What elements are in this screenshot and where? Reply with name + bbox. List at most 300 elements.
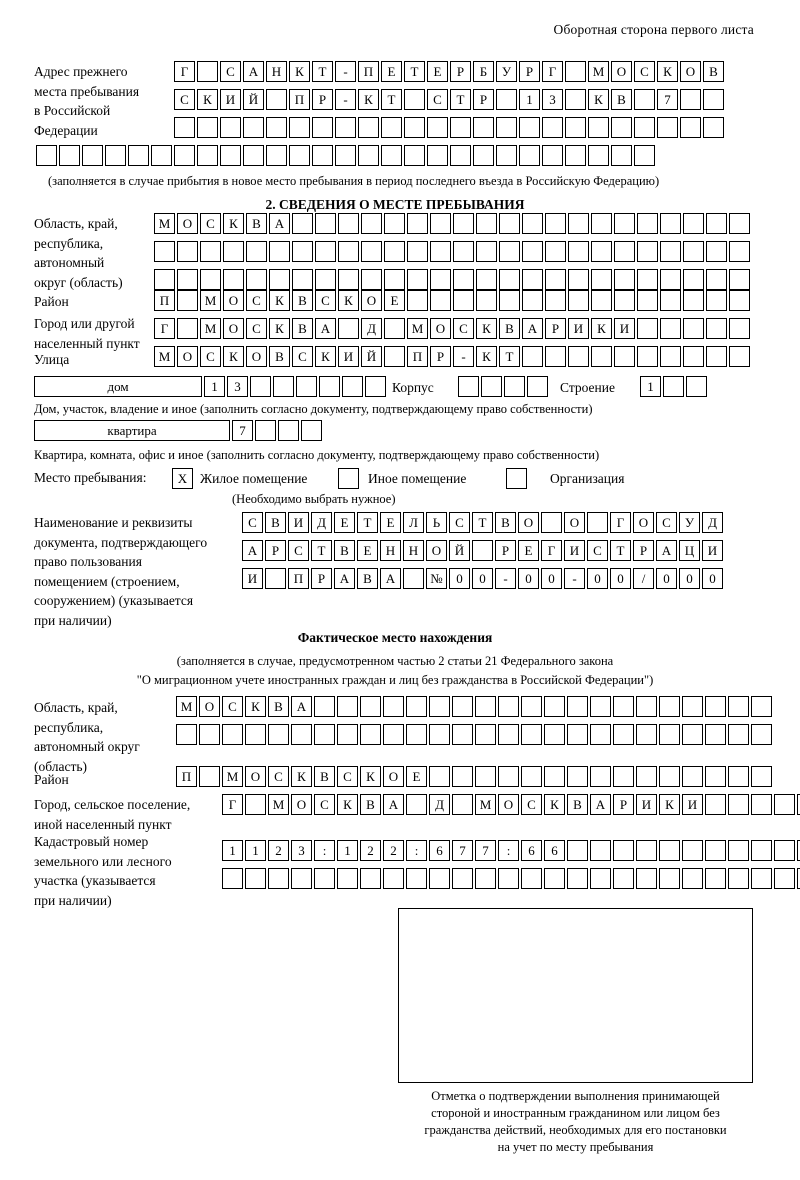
district-cell-3[interactable]: М [200, 290, 221, 311]
actual-region-r1-cell-16[interactable] [521, 696, 542, 717]
prev-address-row-4[interactable] [36, 145, 657, 166]
document-r3-cell-8[interactable] [403, 568, 424, 589]
document-row-2[interactable] [242, 540, 725, 561]
actual-region-r1-cell-19[interactable] [590, 696, 611, 717]
actual-district-cell-14[interactable] [475, 766, 496, 787]
district-cell-16[interactable] [499, 290, 520, 311]
document-r2-cell-5[interactable]: В [334, 540, 355, 561]
document-r1-cell-18[interactable]: О [633, 512, 654, 533]
prev-address-r4-cell-10[interactable] [243, 145, 264, 166]
document-r3-cell-4[interactable]: Р [311, 568, 332, 589]
prev-address-r3-cell-14[interactable] [473, 117, 494, 138]
actual-region-r2-cell-17[interactable] [544, 724, 565, 745]
region-r3-cell-24[interactable] [683, 269, 704, 290]
prev-address-r3-cell-4[interactable] [243, 117, 264, 138]
district-cell-23[interactable] [660, 290, 681, 311]
document-row-3[interactable] [242, 568, 725, 589]
city-cell-13[interactable]: О [430, 318, 451, 339]
region-r2-cell-26[interactable] [729, 241, 750, 262]
prev-address-r2-cell-15[interactable] [496, 89, 517, 110]
actual-region-r1-cell-11[interactable] [406, 696, 427, 717]
region-r2-cell-25[interactable] [706, 241, 727, 262]
flat-row[interactable] [34, 420, 324, 441]
prev-address-row-1[interactable] [174, 61, 726, 82]
cadastral-r2-cell-4[interactable] [291, 868, 312, 889]
actual-district-cell-19[interactable] [590, 766, 611, 787]
flat-cell-2[interactable] [255, 420, 276, 441]
cadastral-r2-cell-17[interactable] [590, 868, 611, 889]
actual-region-r1-cell-22[interactable] [659, 696, 680, 717]
district-cell-20[interactable] [591, 290, 612, 311]
region-r1-cell-2[interactable]: О [177, 213, 198, 234]
region-r2-cell-3[interactable] [200, 241, 221, 262]
document-r2-cell-19[interactable]: А [656, 540, 677, 561]
cadastral-r2-cell-22[interactable] [705, 868, 726, 889]
prev-address-r4-cell-25[interactable] [588, 145, 609, 166]
street-cell-3[interactable]: С [200, 346, 221, 367]
prev-address-r1-cell-19[interactable]: М [588, 61, 609, 82]
district-cell-24[interactable] [683, 290, 704, 311]
document-r3-cell-5[interactable]: А [334, 568, 355, 589]
city-cell-2[interactable] [177, 318, 198, 339]
region-r2-cell-15[interactable] [476, 241, 497, 262]
prev-address-r4-cell-15[interactable] [358, 145, 379, 166]
region-r3-cell-7[interactable] [292, 269, 313, 290]
prev-address-r2-cell-20[interactable]: В [611, 89, 632, 110]
document-r3-cell-7[interactable]: А [380, 568, 401, 589]
prev-address-r1-cell-18[interactable] [565, 61, 586, 82]
document-r1-cell-7[interactable]: Е [380, 512, 401, 533]
stay-place-other-checkbox[interactable] [338, 468, 359, 489]
prev-address-r3-cell-15[interactable] [496, 117, 517, 138]
document-r1-cell-19[interactable]: С [656, 512, 677, 533]
prev-address-r4-cell-11[interactable] [266, 145, 287, 166]
prev-address-r1-cell-10[interactable]: Е [381, 61, 402, 82]
region-r2-cell-6[interactable] [269, 241, 290, 262]
actual-region-row-1[interactable] [176, 696, 774, 717]
actual-city-cell-10[interactable]: Д [429, 794, 450, 815]
region-r3-cell-20[interactable] [591, 269, 612, 290]
document-r1-cell-4[interactable]: Д [311, 512, 332, 533]
document-r2-cell-7[interactable]: Н [380, 540, 401, 561]
district-cell-22[interactable] [637, 290, 658, 311]
actual-district-cell-22[interactable] [659, 766, 680, 787]
actual-city-cell-6[interactable]: К [337, 794, 358, 815]
document-r1-cell-15[interactable]: О [564, 512, 585, 533]
street-cell-23[interactable] [660, 346, 681, 367]
cadastral-r1-cell-11[interactable]: 7 [452, 840, 473, 861]
actual-city-cell-24[interactable] [751, 794, 772, 815]
document-r1-cell-12[interactable]: В [495, 512, 516, 533]
document-r1-cell-5[interactable]: Е [334, 512, 355, 533]
prev-address-r3-cell-18[interactable] [565, 117, 586, 138]
cadastral-r2-cell-23[interactable] [728, 868, 749, 889]
prev-address-r4-cell-23[interactable] [542, 145, 563, 166]
actual-region-r2-cell-4[interactable] [245, 724, 266, 745]
actual-city-cell-4[interactable]: О [291, 794, 312, 815]
street-cell-17[interactable] [522, 346, 543, 367]
street-cell-5[interactable]: О [246, 346, 267, 367]
cadastral-r1-cell-6[interactable]: 1 [337, 840, 358, 861]
actual-region-r2-cell-10[interactable] [383, 724, 404, 745]
document-r1-cell-21[interactable]: Д [702, 512, 723, 533]
actual-district-cell-17[interactable] [544, 766, 565, 787]
stroenie-cell-3[interactable] [686, 376, 707, 397]
prev-address-r1-cell-16[interactable]: Р [519, 61, 540, 82]
region-r2-cell-14[interactable] [453, 241, 474, 262]
city-cell-5[interactable]: С [246, 318, 267, 339]
region-r2-cell-22[interactable] [637, 241, 658, 262]
cadastral-r2-cell-6[interactable] [337, 868, 358, 889]
region-r3-cell-26[interactable] [729, 269, 750, 290]
document-r3-cell-2[interactable] [265, 568, 286, 589]
city-cell-7[interactable]: В [292, 318, 313, 339]
street-cell-24[interactable] [683, 346, 704, 367]
prev-address-r4-cell-2[interactable] [59, 145, 80, 166]
document-r2-cell-15[interactable]: И [564, 540, 585, 561]
prev-address-r2-cell-18[interactable] [565, 89, 586, 110]
prev-address-r4-cell-3[interactable] [82, 145, 103, 166]
prev-address-r1-cell-9[interactable]: П [358, 61, 379, 82]
region-r1-cell-12[interactable] [407, 213, 428, 234]
stamp-area[interactable] [398, 908, 753, 1083]
cadastral-r1-cell-12[interactable]: 7 [475, 840, 496, 861]
street-cell-13[interactable]: Р [430, 346, 451, 367]
prev-address-r3-cell-9[interactable] [358, 117, 379, 138]
actual-region-r2-cell-26[interactable] [751, 724, 772, 745]
prev-address-r3-cell-5[interactable] [266, 117, 287, 138]
actual-district-cell-3[interactable]: М [222, 766, 243, 787]
prev-address-r4-cell-8[interactable] [197, 145, 218, 166]
actual-city-cell-22[interactable] [705, 794, 726, 815]
actual-region-r1-cell-24[interactable] [705, 696, 726, 717]
region-r2-cell-18[interactable] [545, 241, 566, 262]
district-cell-4[interactable]: О [223, 290, 244, 311]
city-cell-15[interactable]: К [476, 318, 497, 339]
prev-address-r1-cell-11[interactable]: Т [404, 61, 425, 82]
house-cell-5[interactable] [296, 376, 317, 397]
cadastral-r2-cell-24[interactable] [751, 868, 772, 889]
document-r2-cell-9[interactable]: О [426, 540, 447, 561]
actual-region-r2-cell-23[interactable] [682, 724, 703, 745]
actual-city-cell-19[interactable]: И [636, 794, 657, 815]
prev-address-r2-cell-19[interactable]: К [588, 89, 609, 110]
document-r3-cell-17[interactable]: 0 [610, 568, 631, 589]
cadastral-r2-cell-3[interactable] [268, 868, 289, 889]
actual-city-cell-8[interactable]: А [383, 794, 404, 815]
document-r3-cell-13[interactable]: 0 [518, 568, 539, 589]
prev-address-r2-cell-10[interactable]: Т [381, 89, 402, 110]
document-r3-cell-15[interactable]: - [564, 568, 585, 589]
actual-city-cell-12[interactable]: М [475, 794, 496, 815]
actual-region-r2-cell-8[interactable] [337, 724, 358, 745]
document-row-1[interactable] [242, 512, 725, 533]
document-r1-cell-11[interactable]: Т [472, 512, 493, 533]
region-r3-cell-4[interactable] [223, 269, 244, 290]
actual-region-r1-cell-14[interactable] [475, 696, 496, 717]
document-r1-cell-3[interactable]: И [288, 512, 309, 533]
city-cell-4[interactable]: О [223, 318, 244, 339]
cadastral-r2-cell-19[interactable] [636, 868, 657, 889]
prev-address-row-3[interactable] [174, 117, 726, 138]
street-cell-21[interactable] [614, 346, 635, 367]
city-cell-21[interactable]: И [614, 318, 635, 339]
cadastral-r1-cell-7[interactable]: 2 [360, 840, 381, 861]
cadastral-r2-cell-15[interactable] [544, 868, 565, 889]
actual-region-r1-cell-4[interactable]: К [245, 696, 266, 717]
prev-address-r1-cell-7[interactable]: Т [312, 61, 333, 82]
prev-address-r1-cell-4[interactable]: А [243, 61, 264, 82]
city-cell-22[interactable] [637, 318, 658, 339]
cadastral-r1-cell-17[interactable] [590, 840, 611, 861]
actual-district-cell-23[interactable] [682, 766, 703, 787]
actual-district-cell-5[interactable]: С [268, 766, 289, 787]
actual-district-cell-25[interactable] [728, 766, 749, 787]
region-r3-cell-16[interactable] [499, 269, 520, 290]
document-r2-cell-1[interactable]: А [242, 540, 263, 561]
street-cell-7[interactable]: С [292, 346, 313, 367]
document-r1-cell-16[interactable] [587, 512, 608, 533]
prev-address-r4-cell-1[interactable] [36, 145, 57, 166]
prev-address-r1-cell-8[interactable]: - [335, 61, 356, 82]
region-r1-cell-10[interactable] [361, 213, 382, 234]
prev-address-r3-cell-22[interactable] [657, 117, 678, 138]
street-cell-20[interactable] [591, 346, 612, 367]
actual-district-cell-12[interactable] [429, 766, 450, 787]
flat-cell-1[interactable]: 7 [232, 420, 253, 441]
cadastral-r2-cell-20[interactable] [659, 868, 680, 889]
actual-city-cell-21[interactable]: И [682, 794, 703, 815]
city-cell-23[interactable] [660, 318, 681, 339]
cadastral-r1-cell-3[interactable]: 2 [268, 840, 289, 861]
street-cell-10[interactable]: Й [361, 346, 382, 367]
document-r2-cell-18[interactable]: Р [633, 540, 654, 561]
actual-city-cell-1[interactable]: Г [222, 794, 243, 815]
region-r1-cell-9[interactable] [338, 213, 359, 234]
document-r3-cell-6[interactable]: В [357, 568, 378, 589]
region-r3-cell-17[interactable] [522, 269, 543, 290]
house-row[interactable] [34, 376, 388, 397]
region-r2-cell-20[interactable] [591, 241, 612, 262]
street-cell-26[interactable] [729, 346, 750, 367]
prev-address-r3-cell-24[interactable] [703, 117, 724, 138]
district-cell-15[interactable] [476, 290, 497, 311]
actual-city-cell-17[interactable]: А [590, 794, 611, 815]
cadastral-r1-cell-2[interactable]: 1 [245, 840, 266, 861]
prev-address-r4-cell-5[interactable] [128, 145, 149, 166]
district-cell-2[interactable] [177, 290, 198, 311]
street-cell-9[interactable]: И [338, 346, 359, 367]
prev-address-r1-cell-22[interactable]: К [657, 61, 678, 82]
prev-address-r2-cell-12[interactable]: С [427, 89, 448, 110]
prev-address-r4-cell-21[interactable] [496, 145, 517, 166]
street-cell-25[interactable] [706, 346, 727, 367]
prev-address-r4-cell-20[interactable] [473, 145, 494, 166]
region-r2-cell-5[interactable] [246, 241, 267, 262]
prev-address-r2-cell-22[interactable]: 7 [657, 89, 678, 110]
korpus-row[interactable] [458, 376, 550, 397]
region-r2-cell-17[interactable] [522, 241, 543, 262]
region-r2-cell-21[interactable] [614, 241, 635, 262]
region-r1-cell-20[interactable] [591, 213, 612, 234]
prev-address-r3-cell-13[interactable] [450, 117, 471, 138]
house-cell-8[interactable] [365, 376, 386, 397]
city-cell-25[interactable] [706, 318, 727, 339]
cadastral-r1-cell-18[interactable] [613, 840, 634, 861]
district-cell-21[interactable] [614, 290, 635, 311]
region-r1-cell-4[interactable]: К [223, 213, 244, 234]
prev-address-r2-cell-5[interactable] [266, 89, 287, 110]
city-cell-18[interactable]: Р [545, 318, 566, 339]
prev-address-r1-cell-17[interactable]: Г [542, 61, 563, 82]
document-r2-cell-4[interactable]: Т [311, 540, 332, 561]
document-r3-cell-21[interactable]: 0 [702, 568, 723, 589]
prev-address-r3-cell-3[interactable] [220, 117, 241, 138]
prev-address-r2-cell-11[interactable] [404, 89, 425, 110]
region-r2-cell-13[interactable] [430, 241, 451, 262]
cadastral-r1-cell-4[interactable]: 3 [291, 840, 312, 861]
prev-address-r1-cell-12[interactable]: Е [427, 61, 448, 82]
prev-address-r2-cell-3[interactable]: И [220, 89, 241, 110]
document-r2-cell-13[interactable]: Е [518, 540, 539, 561]
actual-city-cell-9[interactable] [406, 794, 427, 815]
document-r3-cell-19[interactable]: 0 [656, 568, 677, 589]
region-r3-cell-15[interactable] [476, 269, 497, 290]
prev-address-r2-cell-6[interactable]: П [289, 89, 310, 110]
house-cell-3[interactable] [250, 376, 271, 397]
flat-label-field[interactable]: квартира [34, 420, 230, 441]
document-r2-cell-8[interactable]: Н [403, 540, 424, 561]
prev-address-r3-cell-10[interactable] [381, 117, 402, 138]
region-r1-cell-14[interactable] [453, 213, 474, 234]
city-cell-6[interactable]: К [269, 318, 290, 339]
actual-region-r2-cell-18[interactable] [567, 724, 588, 745]
district-cell-1[interactable]: П [154, 290, 175, 311]
region-r3-cell-25[interactable] [706, 269, 727, 290]
cadastral-r2-cell-9[interactable] [406, 868, 427, 889]
region-r3-cell-13[interactable] [430, 269, 451, 290]
prev-address-r3-cell-11[interactable] [404, 117, 425, 138]
actual-region-r1-cell-5[interactable]: В [268, 696, 289, 717]
actual-region-r2-cell-25[interactable] [728, 724, 749, 745]
region-r1-cell-1[interactable]: М [154, 213, 175, 234]
cadastral-r2-cell-18[interactable] [613, 868, 634, 889]
actual-region-r2-cell-21[interactable] [636, 724, 657, 745]
actual-district-cell-15[interactable] [498, 766, 519, 787]
city-cell-3[interactable]: М [200, 318, 221, 339]
street-cell-12[interactable]: П [407, 346, 428, 367]
region-r1-cell-21[interactable] [614, 213, 635, 234]
cadastral-r1-cell-1[interactable]: 1 [222, 840, 243, 861]
prev-address-r1-cell-14[interactable]: Б [473, 61, 494, 82]
document-r2-cell-3[interactable]: С [288, 540, 309, 561]
document-r3-cell-16[interactable]: 0 [587, 568, 608, 589]
actual-district-cell-26[interactable] [751, 766, 772, 787]
actual-region-r2-cell-11[interactable] [406, 724, 427, 745]
cadastral-r1-cell-9[interactable]: : [406, 840, 427, 861]
cadastral-r2-cell-7[interactable] [360, 868, 381, 889]
actual-region-r1-cell-26[interactable] [751, 696, 772, 717]
prev-address-r1-cell-5[interactable]: Н [266, 61, 287, 82]
prev-address-r3-cell-2[interactable] [197, 117, 218, 138]
actual-region-r1-cell-23[interactable] [682, 696, 703, 717]
document-r2-cell-17[interactable]: Т [610, 540, 631, 561]
region-r3-cell-14[interactable] [453, 269, 474, 290]
prev-address-r3-cell-20[interactable] [611, 117, 632, 138]
city-cell-16[interactable]: В [499, 318, 520, 339]
flat-cell-3[interactable] [278, 420, 299, 441]
district-cell-11[interactable]: Е [384, 290, 405, 311]
flat-cell-4[interactable] [301, 420, 322, 441]
actual-region-r2-cell-3[interactable] [222, 724, 243, 745]
document-r3-cell-1[interactable]: И [242, 568, 263, 589]
document-r3-cell-14[interactable]: 0 [541, 568, 562, 589]
document-r1-cell-9[interactable]: Ь [426, 512, 447, 533]
region-r3-cell-6[interactable] [269, 269, 290, 290]
region-r3-cell-23[interactable] [660, 269, 681, 290]
region-r2-cell-1[interactable] [154, 241, 175, 262]
actual-region-r1-cell-12[interactable] [429, 696, 450, 717]
region-r1-cell-7[interactable] [292, 213, 313, 234]
region-r3-cell-18[interactable] [545, 269, 566, 290]
prev-address-r3-cell-17[interactable] [542, 117, 563, 138]
street-cell-18[interactable] [545, 346, 566, 367]
street-cell-11[interactable] [384, 346, 405, 367]
cadastral-r1-cell-5[interactable]: : [314, 840, 335, 861]
prev-address-r1-cell-13[interactable]: Р [450, 61, 471, 82]
house-cell-4[interactable] [273, 376, 294, 397]
prev-address-r2-cell-7[interactable]: Р [312, 89, 333, 110]
actual-city-cell-7[interactable]: В [360, 794, 381, 815]
actual-region-r1-cell-7[interactable] [314, 696, 335, 717]
actual-district-cell-4[interactable]: О [245, 766, 266, 787]
prev-address-r2-cell-21[interactable] [634, 89, 655, 110]
actual-district-row[interactable] [176, 766, 774, 787]
korpus-cell-4[interactable] [527, 376, 548, 397]
actual-region-r1-cell-18[interactable] [567, 696, 588, 717]
city-cell-8[interactable]: А [315, 318, 336, 339]
actual-city-row[interactable] [222, 794, 800, 815]
region-r3-cell-2[interactable] [177, 269, 198, 290]
prev-address-r1-cell-6[interactable]: К [289, 61, 310, 82]
actual-region-r2-cell-19[interactable] [590, 724, 611, 745]
cadastral-r2-cell-13[interactable] [498, 868, 519, 889]
actual-region-r2-cell-9[interactable] [360, 724, 381, 745]
prev-address-r3-cell-23[interactable] [680, 117, 701, 138]
house-cell-6[interactable] [319, 376, 340, 397]
region-r1-cell-3[interactable]: С [200, 213, 221, 234]
korpus-cell-2[interactable] [481, 376, 502, 397]
district-cell-8[interactable]: С [315, 290, 336, 311]
region-r2-cell-12[interactable] [407, 241, 428, 262]
region-r2-cell-10[interactable] [361, 241, 382, 262]
actual-region-r2-cell-24[interactable] [705, 724, 726, 745]
street-row[interactable] [154, 346, 752, 367]
actual-district-cell-21[interactable] [636, 766, 657, 787]
prev-address-r4-cell-6[interactable] [151, 145, 172, 166]
actual-district-cell-18[interactable] [567, 766, 588, 787]
stroenie-row[interactable] [640, 376, 709, 397]
region-r1-cell-25[interactable] [706, 213, 727, 234]
stroenie-cell-2[interactable] [663, 376, 684, 397]
prev-address-r4-cell-4[interactable] [105, 145, 126, 166]
street-cell-14[interactable]: - [453, 346, 474, 367]
document-r1-cell-6[interactable]: Т [357, 512, 378, 533]
street-cell-2[interactable]: О [177, 346, 198, 367]
city-cell-1[interactable]: Г [154, 318, 175, 339]
district-cell-13[interactable] [430, 290, 451, 311]
document-r3-cell-12[interactable]: - [495, 568, 516, 589]
